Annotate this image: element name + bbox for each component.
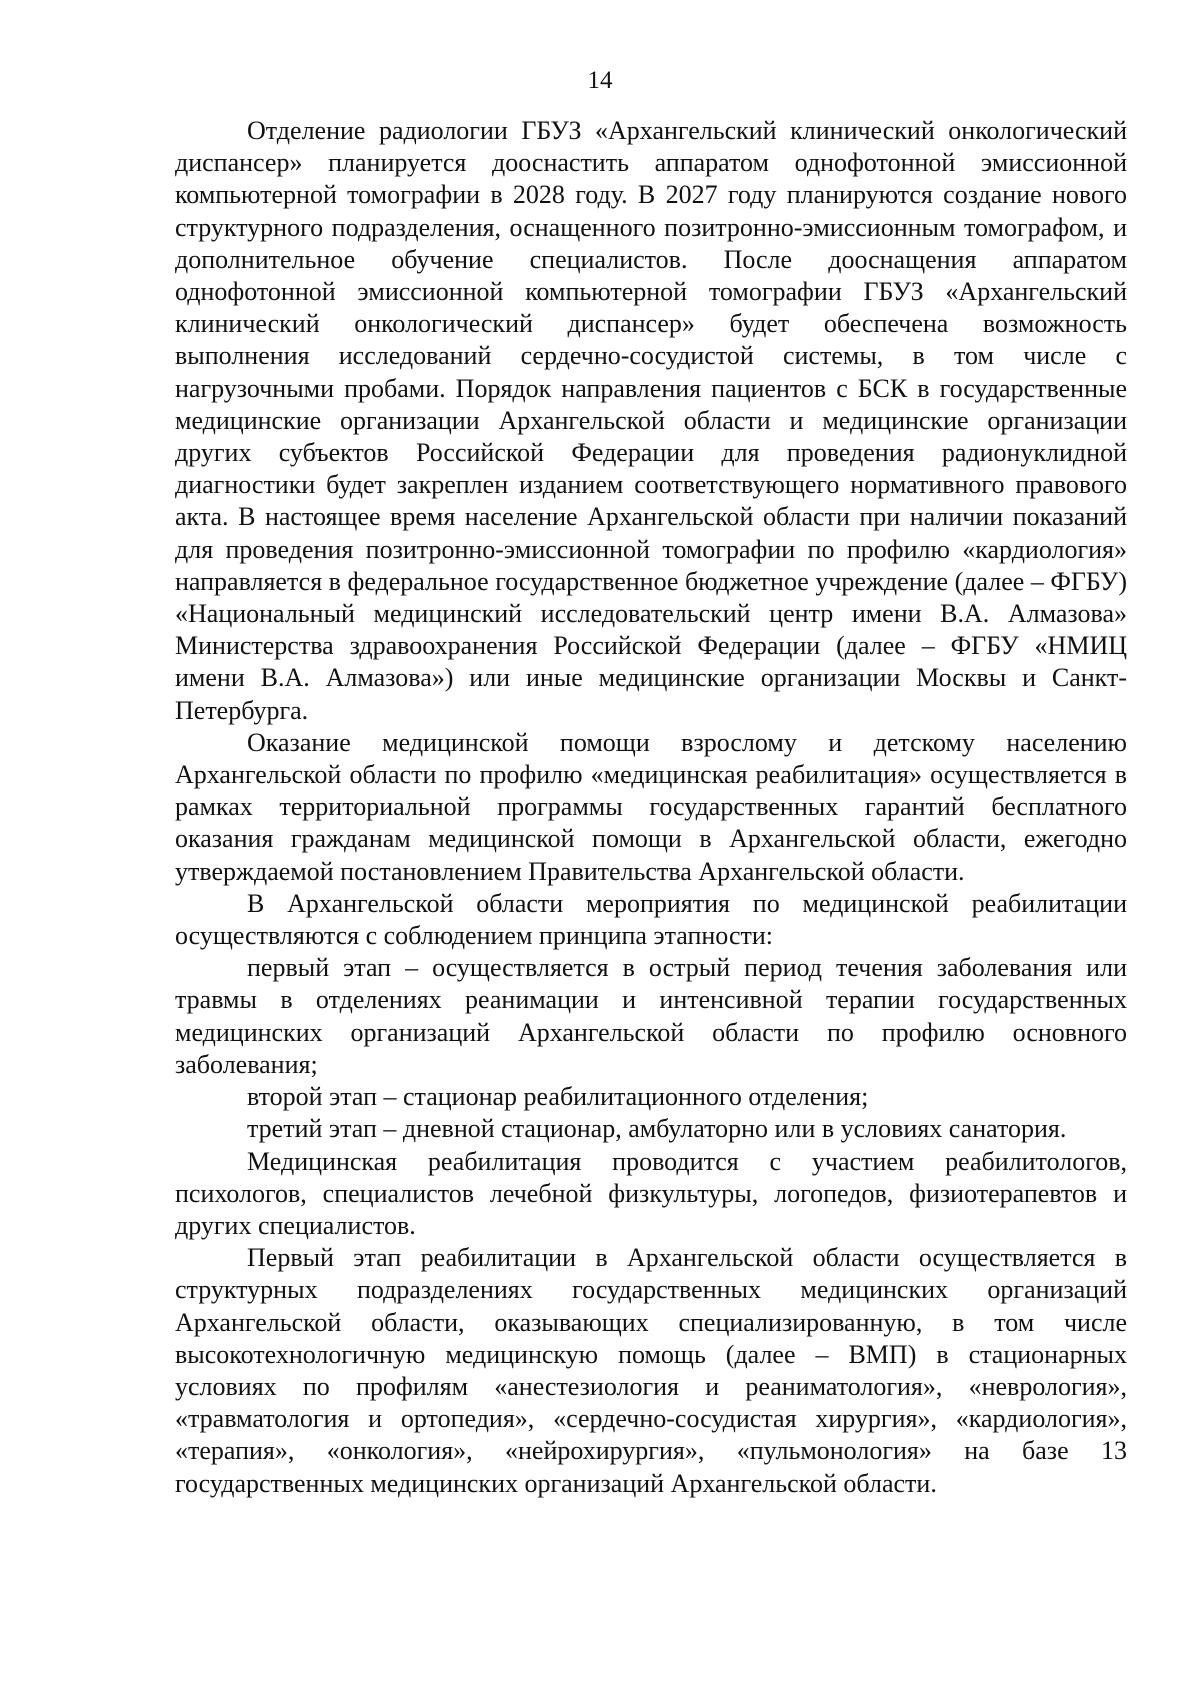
paragraph-first-stage-organizations: Первый этап реабилитации в Архангельской области осуществляется в структурных подразделениях государственных медицинских организаций Архангельской области, оказывающих специализированную, в том числе высокотехнологичную медицинскую помощь (далее – ВМП) в стационарных условиях по профилям «анестезиология и реаниматология», «неврология», «травматология и ортопедия», «сердечно-сосудистая хирургия», «кардиология», «терапия», «онкология», «нейрохирургия», «пульмонология» на базе 13 государственных медицинских организаций Архангельской области. — [175, 1243, 1127, 1498]
paragraph-radiology: Отделение радиологии ГБУЗ «Архангельский клинический онкологический диспансер» планируется дооснастить аппаратом однофотонной эмиссионной компьютерной томографии в 2028 году. В 2027 году планируются создание нового структурного подразделения, оснащенного позитронно-эмиссионным томографом, и дополнительное обучение специалистов. После дооснащения аппаратом однофотонной эмиссионной компьютерной томографии ГБУЗ «Архангельский клинический онкологический диспансер» будет обеспечена возможность выполнения исследований сердечно-сосудистой системы, в том числе с нагрузочными пробами. Порядок направления пациентов с БСК в государственные медицинские организации Архангельской области и медицинские организации других субъектов Российской Федерации для проведения радионуклидной диагностики будет закреплен изданием соответствующего нормативного правового акта. В настоящее время население Архангельской области при наличии показаний для проведения позитронно-эмиссионной томографии по профилю «кардиология» направляется в федеральное государственное бюджетное учреждение (далее – ФГБУ) «Национальный медицинский исследовательский центр имени В.А. Алмазова» Министерства здравоохранения Российской Федерации (далее – ФГБУ «НМИЦ имени В.А. Алмазова») или иные медицинские организации Москвы и Санкт-Петербурга. — [175, 116, 1127, 725]
paragraph-rehabilitation-stages-intro: В Архангельской области мероприятия по медицинской реабилитации осуществляются с соблюдением принципа этапности: — [175, 888, 1127, 951]
paragraph-stage-two: второй этап – стационар реабилитационного отделения; — [247, 1082, 869, 1112]
document-body — [175, 115, 1127, 1500]
paragraph-stage-one: первый этап – осуществляется в острый период течения заболевания или травмы в отделениях реанимации и интенсивной терапии государственных медицинских организаций Архангельской области по профилю основного заболевания; — [175, 953, 1127, 1079]
page-number: 14 — [587, 67, 613, 94]
paragraph-rehabilitation-care: Оказание медицинской помощи взрослому и детскому населению Архангельской области по профилю «медицинская реабилитация» осуществляется в рамках территориальной программы государственных гарантий бесплатного оказания гражданам медицинской помощи в Архангельской области, ежегодно утверждаемой постановлением Правительства Архангельской области. — [175, 727, 1127, 886]
paragraph-specialists: Медицинская реабилитация проводится с участием реабилитологов, психологов, специалистов лечебной физкультуры, логопедов, физиотерапевтов и других специалистов. — [175, 1146, 1127, 1240]
paragraph-stage-three: третий этап – дневной стационар, амбулаторно или в условиях санатория. — [247, 1114, 1067, 1144]
